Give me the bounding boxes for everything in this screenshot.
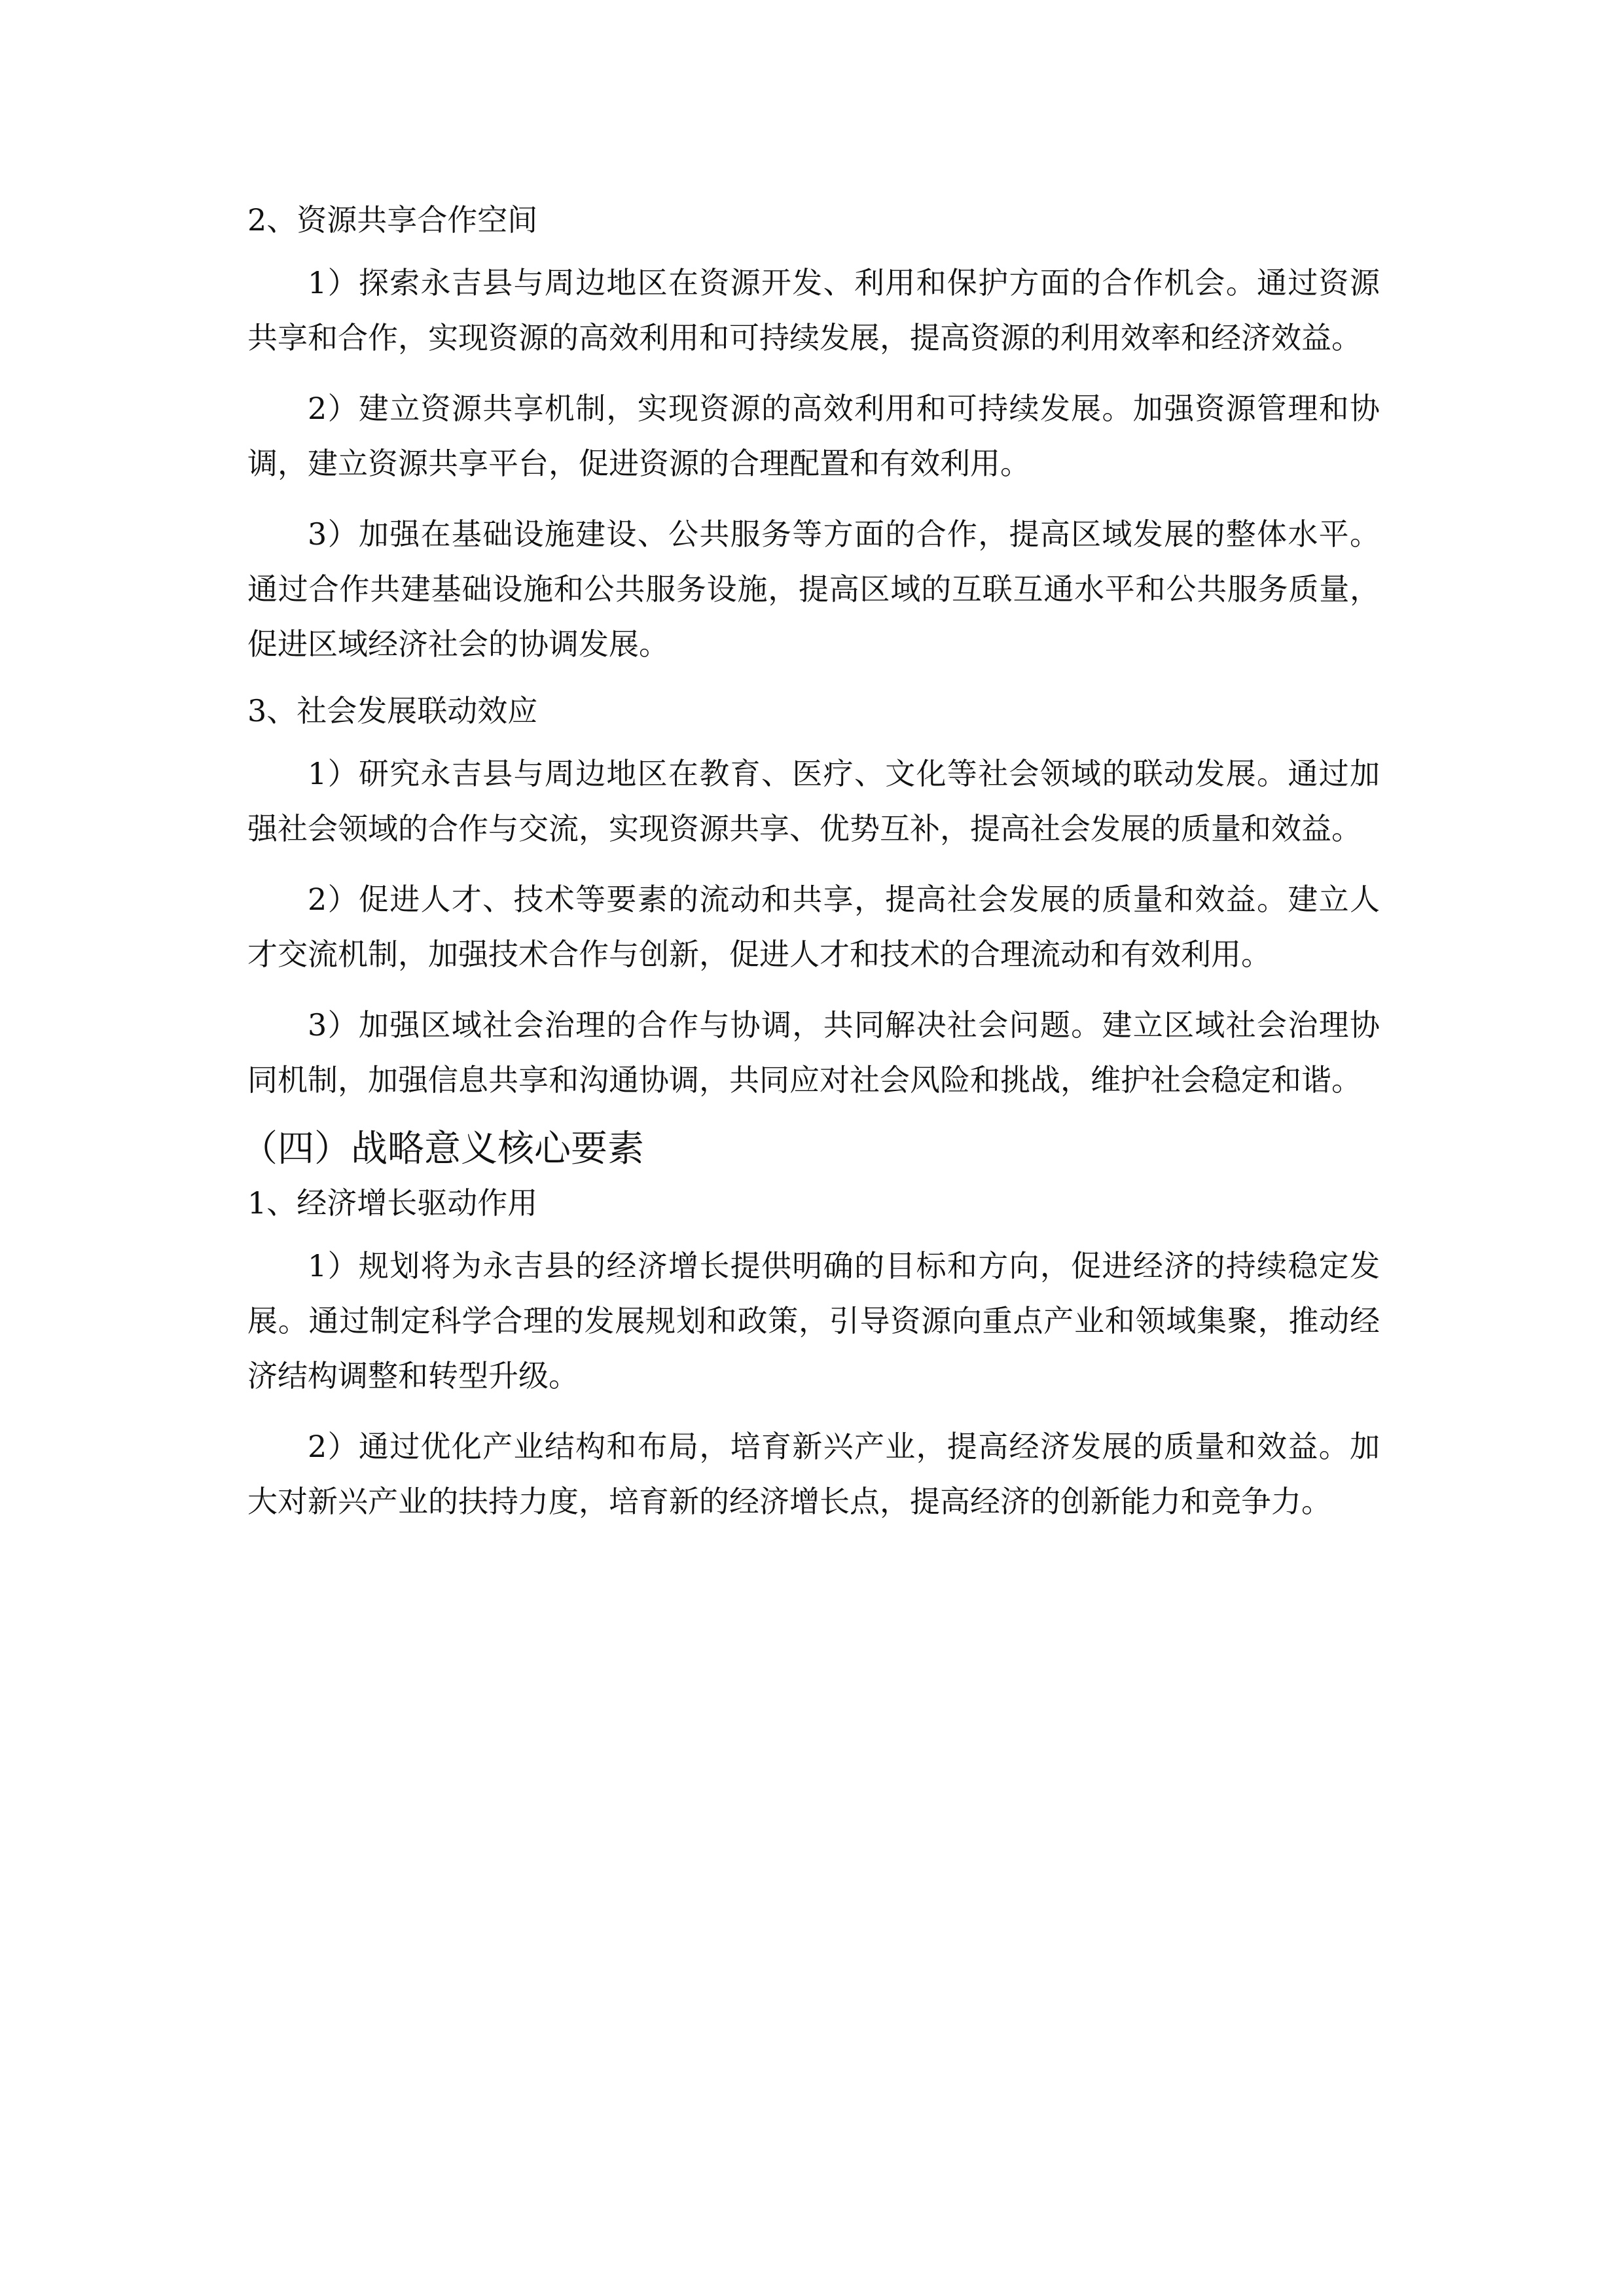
paragraph: 2）通过优化产业结构和布局，培育新兴产业，提高经济发展的质量和效益。加大对新兴产业的扶持力度，培育新的经济增长点，提高经济的创新能力和竞争力。: [247, 1429, 1380, 1519]
subheading-economic-growth: 1、经济增长驱动作用: [247, 1185, 538, 1221]
paragraph: 2）促进人才、技术等要素的流动和共享，提高社会发展的质量和效益。建立人才交流机制，加强技术合作与创新，促进人才和技术的合理流动和有效利用。: [247, 882, 1380, 972]
paragraph: 1）规划将为永吉县的经济增长提供明确的目标和方向，促进经济的持续稳定发展。通过制定科学合理的发展规划和政策，引导资源向重点产业和领域集聚，推动经济结构调整和转型升级。: [247, 1248, 1380, 1393]
paragraph: 3）加强在基础设施建设、公共服务等方面的合作，提高区域发展的整体水平。通过合作共建基础设施和公共服务设施，提高区域的互联互通水平和公共服务质量，促进区域经济社会的协调发展。: [247, 516, 1380, 662]
section-title-strategic-significance: （四）战略意义核心要素: [241, 1128, 644, 1170]
subheading-social-development: 3、社会发展联动效应: [247, 693, 538, 728]
paragraph: 1）探索永吉县与周边地区在资源开发、利用和保护方面的合作机会。通过资源共享和合作，实现资源的高效利用和可持续发展，提高资源的利用效率和经济效益。: [247, 265, 1380, 355]
paragraph: 1）研究永吉县与周边地区在教育、医疗、文化等社会领域的联动发展。通过加强社会领域的合作与交流，实现资源共享、优势互补，提高社会发展的质量和效益。: [247, 756, 1380, 846]
paragraph: 3）加强区域社会治理的合作与协调，共同解决社会问题。建立区域社会治理协同机制，加强信息共享和沟通协调，共同应对社会风险和挑战，维护社会稳定和谐。: [247, 1007, 1380, 1098]
paragraph: 2）建立资源共享机制，实现资源的高效利用和可持续发展。加强资源管理和协调，建立资源共享平台，促进资源的合理配置和有效利用。: [247, 391, 1380, 481]
subheading-resource-sharing: 2、资源共享合作空间: [247, 202, 538, 238]
document-page: [241, 196, 1380, 1545]
